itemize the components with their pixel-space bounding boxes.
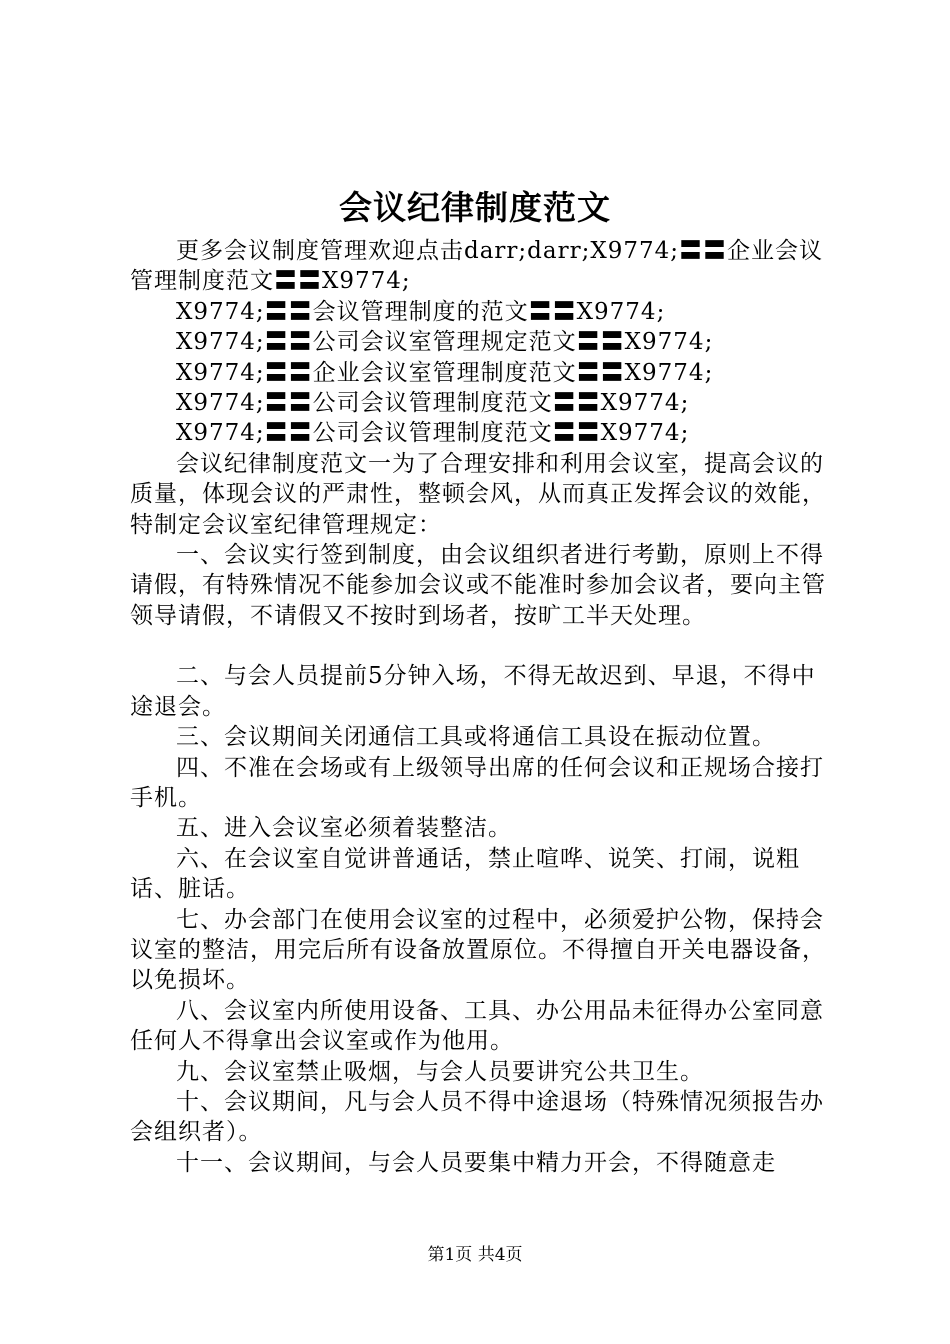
paragraph: X9774;〓〓公司会议室管理规定范文〓〓X9774; (176, 329, 714, 356)
paragraph: 八、会议室内所使用设备、工具、办公用品未征得办公室同意任何人不得拿出会议室或作为他用。 (130, 997, 824, 1055)
paragraph: 九、会议室禁止吸烟，与会人员要讲究公共卫生。 (176, 1058, 704, 1085)
paragraph: 四、不准在会场或有上级领导出席的任何会议和正规场合接打手机。 (130, 754, 824, 811)
paragraph: 六、在会议室自觉讲普通话，禁止喧哗、说笑、打闹，说粗话、脏话。 (130, 845, 800, 903)
paragraph: 五、进入会议室必须着装整洁。 (176, 815, 512, 842)
paragraph: X9774;〓〓企业会议室管理制度范文〓〓X9774; (176, 359, 714, 386)
paragraph: X9774;〓〓公司会议管理制度范文〓〓X9774; (176, 390, 690, 417)
document-title: 会议纪律制度范文 (339, 188, 611, 227)
document-body (130, 236, 838, 1178)
paragraph: 十、会议期间，凡与会人员不得中途退场（特殊情况须报告办会组织者）。 (130, 1088, 824, 1146)
paragraph: 十一、会议期间，与会人员要集中精力开会，不得随意走 (176, 1149, 776, 1176)
page-number-footer: 第1页 共4页 (427, 1245, 523, 1265)
paragraph: 一、会议实行签到制度，由会议组织者进行考勤，原则上不得请假，有特殊情况不能参加会议或不能准时参加会议者，要向主管领导请假，不请假又不按时到场者，按旷工半天处理。 (130, 542, 826, 629)
paragraph: X9774;〓〓公司会议管理制度范文〓〓X9774; (176, 420, 690, 447)
paragraph: 七、办会部门在使用会议室的过程中，必须爱护公物，保持会议室的整洁，用完后所有设备放置原位。不得擅自开关电器设备，以免损坏。 (130, 906, 826, 994)
paragraph: 二、与会人员提前5分钟入场，不得无故迟到、早退，不得中途退会。 (130, 663, 816, 720)
paragraph: 会议纪律制度范文一为了合理安排和利用会议室，提高会议的质量，体现会议的严肃性，整顿会风，从而真正发挥会议的效能，特制定会议室纪律管理规定： (130, 450, 826, 538)
paragraph: X9774;〓〓会议管理制度的范文〓〓X9774; (176, 298, 666, 325)
paragraph: 三、会议期间关闭通信工具或将通信工具设在振动位置。 (176, 724, 776, 751)
paragraph: 更多会议制度管理欢迎点击darr;darr;X9774;〓〓企业会议管理制度范文〓〓X9774; (130, 238, 824, 295)
